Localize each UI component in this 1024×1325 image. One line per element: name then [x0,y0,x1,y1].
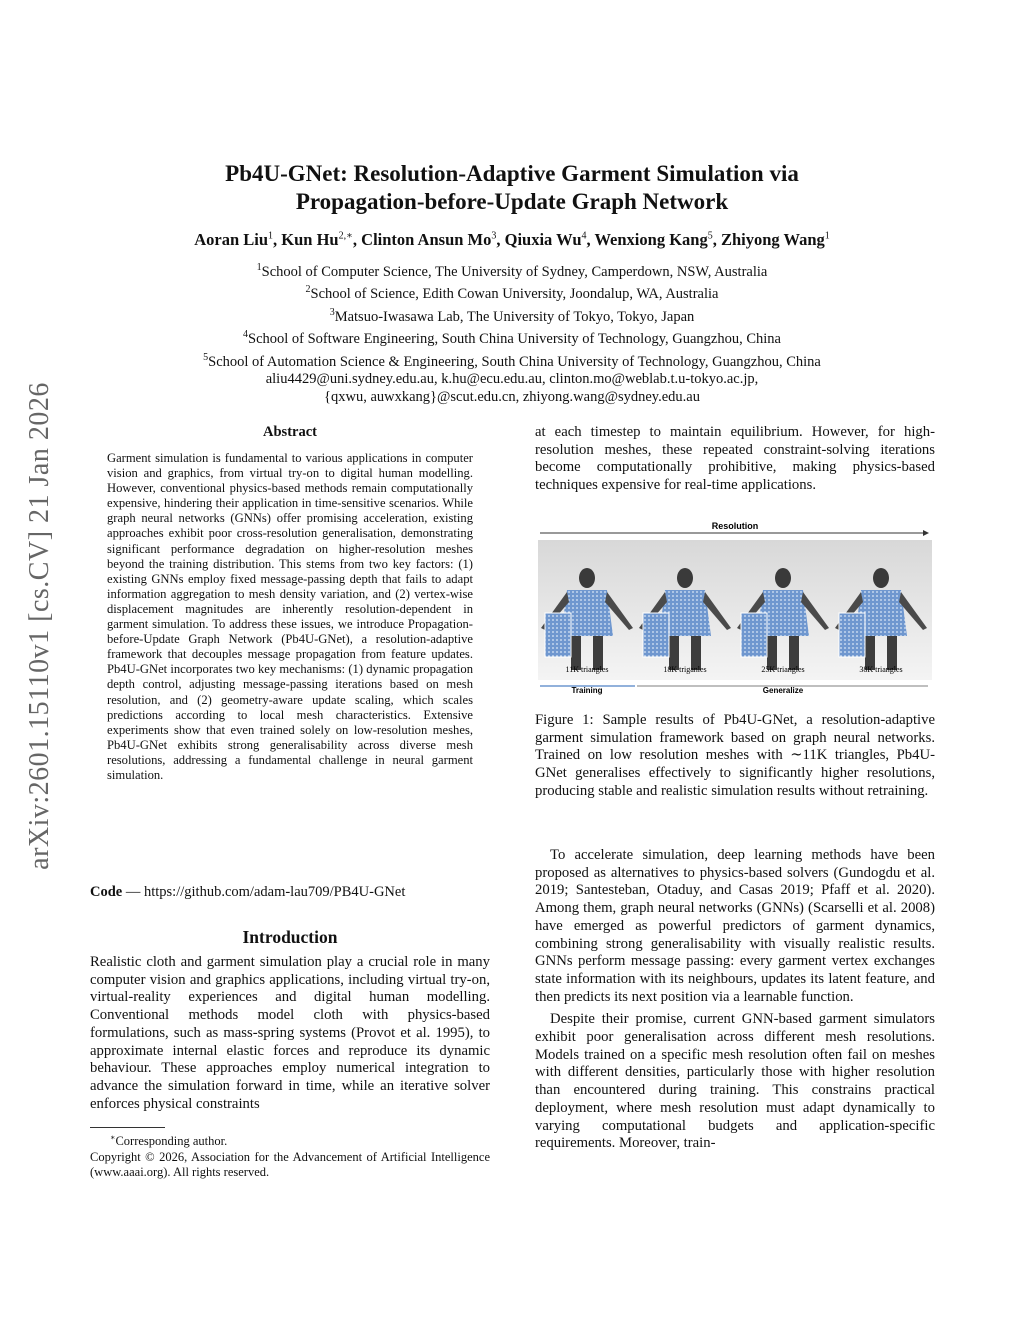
figure-1-graphic [535,518,935,698]
figure-1 [535,518,935,698]
paragraph: To accelerate simulation, deep learning methods have been proposed as alternatives to physics-based solvers (Gundogdu et al. 2019; Santesteban, Otaduy, and Casas 2019; Pfaff et al. 2020). Among them, graph neural networks (GNNs) (Scarselli et al. 2008) have emerged as powerful predictors of garment dynamics, combining strong generalisability with visually realistic results. GNNs perform message passing: every garment vertex exchanges state information with its neighbours, updates its latent feature, and then predicts its next position via a learnable function. [535,847,935,1005]
paper-title [100,160,924,216]
training-label: Training [571,686,603,695]
author: Qiuxia Wu$^4$, [504,230,595,249]
affiliation: $^3$Matsuo-Iwasawa Lab, The University of Tokyo, Tokyo, Japan [329,306,695,325]
arxiv-identifier: arXiv:2601.15110v1 [cs.CV] 21 Jan 2026 [24,382,55,870]
abstract-heading: Abstract [263,424,317,440]
panel-label: 18K triganles [663,665,707,674]
panel-label: 25K triangles [761,665,805,674]
author: Wenxiong Kang$^5$, [594,230,721,249]
affiliation: $^4$School of Software Engineering, South China University of Technology, Guangzhou, China [243,329,781,348]
emails: {qxwu, auwxkang}@scut.edu.cn, zhiyong.wang@sydney.edu.au [324,388,700,405]
figure-caption: Figure 1: Sample results of Pb4U-GNet, a resolution-adaptive garment simulation framework based on graph neural networks. Trained on low resolution meshes with ∼11K triangles, Pb4U-GNet generalises effectively to significantly higher resolutions, producing stable and realistic simulation results without retraining. [535,712,935,799]
copyright-notice: Copyright © 2026, Association for the Advancement of Artificial Intelligence (www.aaai.org). All rights reserved. [90,1149,490,1180]
emails: aliu4429@uni.sydney.edu.au, k.hu@ecu.edu.au, clinton.mo@weblab.t.u-tokyo.ac.jp, [265,371,759,388]
introduction-body: Realistic cloth and garment simulation play a crucial role in many computer vision and graphics applications, including virtual try-on, virtual-reality experiences and digital human modelling. Conventional methods model cloth with physics-based formulations, such as mass-spring systems (Provot et al. 1995), to approximate internal elastic forces and reproduce its dynamic behaviour. These approaches employ numerical integration to advance the simulation forward in time, while an iterative solver enforces physical constraints [90,954,490,1112]
introduction-heading: Introduction [242,927,338,947]
affiliation: $^2$School of Science, Edith Cowan University, Joondalup, WA, Australia [305,284,719,303]
title-line-2: Propagation-before-Update Graph Network [295,189,729,214]
author: Aoran Liu$^1$, [194,230,282,249]
generalize-label: Generalize [762,686,804,695]
affiliation: $^5$School of Automation Science & Engineering, South China University of Technology, Guangzhou, China [203,351,821,370]
author-list [60,230,964,250]
code-url[interactable]: https://github.com/adam-lau709/PB4U-GNet [143,884,406,900]
panel-label: 11K triangles [565,665,609,674]
affiliations [60,259,964,406]
author: Kun $Hu^{2,∗}$, [281,230,362,249]
intro-continued: at each timestep to maintain equilibrium. However, for high-resolution meshes, these repeated constraint-solving iterations become computationally prohibitive, making physics-based techniques expensive for real-time applications. [535,424,935,494]
panel-label: 38K triangles [859,665,903,674]
author: Zhiyong Wang$^1$ [720,230,830,249]
abstract-body: Garment simulation is fundamental to various applications in computer vision and graphics, from virtual try-on to digital human modelling. However, conventional physics-based methods remain computationally expensive, hindering their application in time-sensitive scenarios. While graph neural networks (GNNs) offer promising acceleration, existing approaches exhibit poor cross-resolution generalisation, demonstrating significant performance degradation on higher-resolution meshes beyond the training distribution. This stems from two key factors: (1) existing GNNs employ fixed message-passing depth that fails to adapt information aggregation to mesh density variation, and (2) vertex-wise displacement magnitudes are inherently resolution-dependent in garment simulation. To address these issues, we introduce Propagation-before-Update Graph Network (Pb4U-GNet), a resolution-adaptive framework that decouples message propagation from feature updates. Pb4U-GNet incorporates two key mechanisms: (1) dynamic propagation depth control, adjusting message-passing iterations based on mesh resolution, and (2) geometry-aware update scaling, which scales predictions according to local mesh characteristics. Extensive experiments show that even trained solely on low-resolution meshes, Pb4U-GNet exhibits strong generalisability across diverse mesh resolutions, addressing a fundamental challenge in neural garment simulation. [107,451,473,782]
code-label: Code [90,884,123,900]
footnote-text: Corresponding author. [115,1134,228,1149]
title-line-1: Pb4U-GNet: Resolution-Adaptive Garment Simulation via [225,161,799,186]
footnote-rule [90,1127,165,1128]
author: Clinton Ansun Mo$^3$, [361,230,505,249]
code-link-line: Code — https://github.com/adam-lau709/PB4U-GNet [90,884,406,900]
affiliation: $^1$School of Computer Science, The University of Sydney, Camperdown, NSW, Australia [256,262,768,280]
right-column-body [535,847,935,1158]
footnote: ∗Corresponding author. Copyright © 2026, Association for the Advancement of Artificial Intelligence (www.aaai.org). All rights reserved. [90,1133,490,1180]
paragraph: Despite their promise, current GNN-based garment simulators exhibit poor generalisation across different mesh resolutions. Models trained on a specific mesh resolution often fail on meshes with different densities, particularly those with higher resolution than encountered during training. This constrains practical deployment, where mesh resolution must adapt dynamically to varying computational budgets and application-specific requirements. Moreover, train- [535,1011,935,1152]
figure-resolution-label: Resolution [711,521,759,531]
